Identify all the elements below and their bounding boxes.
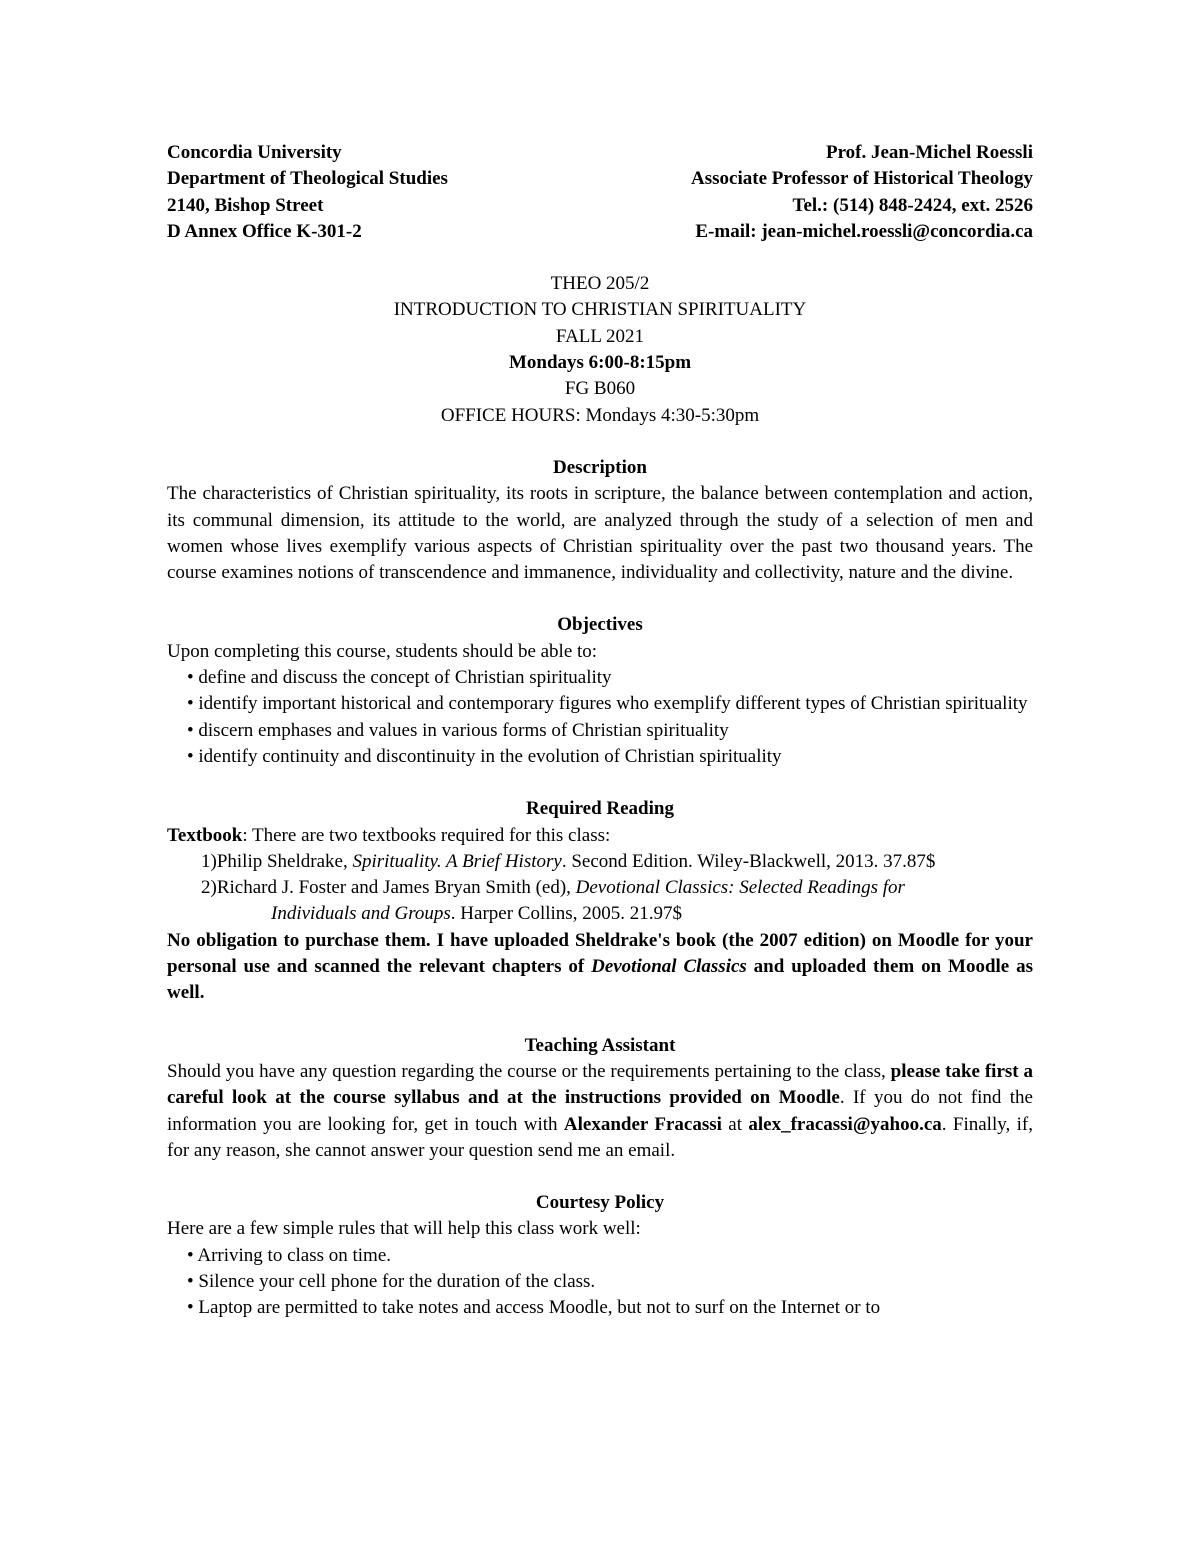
book-2-title-cont: Individuals and Groups <box>271 903 451 925</box>
book-1-author: 1)Philip Sheldrake, <box>201 850 353 872</box>
course-schedule: Mondays 6:00-8:15pm <box>508 352 692 374</box>
book-2-details: . Harper Collins, 2005. 21.97$ <box>450 903 682 925</box>
description-heading: Description <box>553 456 647 478</box>
objective-item <box>167 691 1033 717</box>
courtesy-item: • Silence your cell phone for the duration of the class. <box>187 1270 596 1292</box>
description-text: The characteristics of Christian spirituality, its roots in scripture, the balance between contemplation and action, its communal dimension, its attitude to the world, are analyzed through the study of a selection of men and women whose lives exemplify various aspects of Christian spirituality over the past two thousand years. The course examines notions of transcendence and immanence, individuality and collectivity, nature and the divine. <box>167 483 1033 584</box>
university-info <box>167 140 448 245</box>
objective-item-text: • identify important historical and contemporary figures who exemplify different types of Christian spirituality <box>187 693 1028 715</box>
book-1-title: Spirituality. A Brief History <box>352 850 562 872</box>
ta-text-4: . Finally, if, for any reason, she cannot answer your question send me an email. <box>167 1113 1033 1161</box>
course-title: INTRODUCTION TO CHRISTIAN SPIRITUALITY <box>393 299 807 321</box>
book-1-details: . Second Edition. Wiley-Blackwell, 2013. 37.87$ <box>561 850 936 872</box>
ta-text-3: at <box>721 1113 749 1135</box>
ta-heading: Teaching Assistant <box>524 1034 676 1056</box>
course-term: FALL 2021 <box>555 325 645 347</box>
ta-email[interactable]: alex_fracassi@yahoo.ca <box>748 1113 942 1135</box>
professor-title: Associate Professor of Historical Theology <box>691 168 1033 190</box>
university-name: Concordia University <box>167 142 342 163</box>
courtesy-item: • Laptop are permitted to take notes and access Moodle, but not to surf on the Internet or to <box>187 1297 881 1319</box>
ta-text-emphasis: please take first a careful look at the course syllabus and at the instructions provided on Moodle <box>167 1060 1033 1109</box>
courtesy-heading: Courtesy Policy <box>535 1192 665 1214</box>
ta-text <box>167 1059 1033 1164</box>
email: E-mail: jean-michel.roessli@concordia.ca <box>695 220 1033 242</box>
professor-info <box>691 140 1033 245</box>
syllabus-page <box>167 140 1033 1322</box>
book-2-title: Devotional Classics: Selected Readings for <box>575 877 905 899</box>
objective-item: • define and discuss the concept of Christian spirituality <box>187 667 612 689</box>
course-room: FG B060 <box>564 378 636 400</box>
department: Department of Theological Studies <box>167 168 448 190</box>
book-2 <box>167 875 1033 928</box>
purchase-note <box>167 928 1033 1007</box>
reading-heading: Required Reading <box>526 798 674 820</box>
textbook-label: Textbook <box>167 824 243 846</box>
objectives-heading: Objectives <box>557 614 643 636</box>
objectives-intro: Upon completing this course, students should be able to: <box>167 640 598 662</box>
book-2-line <box>201 875 1033 901</box>
street-address: 2140, Bishop Street <box>167 194 324 216</box>
book-2-author: 2)Richard J. Foster and James Bryan Smith (ed), <box>201 877 576 899</box>
professor-name: Prof. Jean-Michel Roessli <box>825 142 1033 163</box>
purchase-note-end: and uploaded them on Moodle as well. <box>167 956 1033 1004</box>
objective-item: • discern emphases and values in various forms of Christian spirituality <box>187 719 729 741</box>
header <box>167 140 1033 245</box>
purchase-note-text: No obligation to purchase them. I have uploaded Sheldrake's book (the 2007 edition) on Moodle for your personal use and scanned the relevant chapters of <box>167 929 1033 978</box>
book-2-line <box>201 901 1033 927</box>
course-code: THEO 205/2 <box>550 273 650 295</box>
course-block <box>167 271 1033 429</box>
office: D Annex Office K-301-2 <box>167 220 362 242</box>
ta-text-2: . If you do not find the information you are looking for, get in touch with <box>167 1087 1033 1135</box>
courtesy-item: • Arriving to class on time. <box>187 1244 392 1266</box>
courtesy-intro: Here are a few simple rules that will help this class work well: <box>167 1218 641 1240</box>
textbook-intro-text: : There are two textbooks required for this class: <box>242 824 611 846</box>
book-1 <box>167 849 1033 875</box>
objective-item: • identify continuity and discontinuity in the evolution of Christian spirituality <box>187 745 782 767</box>
ta-name: Alexander Fracassi <box>563 1113 722 1135</box>
office-hours: OFFICE HOURS: Mondays 4:30-5:30pm <box>440 404 760 426</box>
phone: Tel.: (514) 848-2424, ext. 2526 <box>792 194 1033 216</box>
textbook-intro <box>167 823 1033 849</box>
ta-text-1: Should you have any question regarding the course or the requirements pertaining to the class, <box>167 1060 891 1082</box>
purchase-note-title: Devotional Classics <box>591 956 747 978</box>
